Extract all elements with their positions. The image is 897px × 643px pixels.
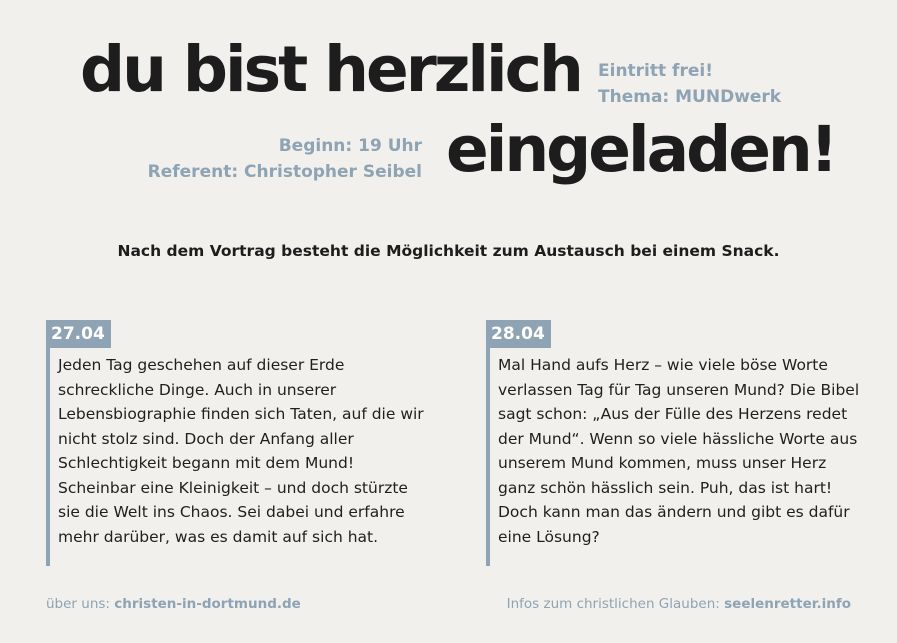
event-card-2 [486, 320, 870, 566]
speaker-info: Referent: Christopher Seibel [147, 162, 422, 182]
event-card-1 [46, 320, 430, 566]
footer-faith-link[interactable]: seelenretter.info [724, 596, 851, 612]
event-description: Mal Hand aufs Herz – wie viele böse Worte verlassen Tag für Tag unseren Mund? Die Bibel sagt schon: „Aus der Fülle des Herzens redet der Mund“. Wenn so viele hässliche Worte aus unserem Mund kommen, muss unser Herz ganz schön hässlich sein. Puh, das ist hart! Doch kann man das ändern und gibt es dafür eine Lösung? [498, 356, 860, 546]
event-date-badge: 28.04 [486, 320, 551, 348]
event-description: Jeden Tag geschehen auf dieser Erde schreckliche Dinge. Auch in unserer Lebensbiographie finden sich Taten, auf die wir nicht stolz sind. Doch der Anfang aller Schlechtigkeit begann mit dem Mund! Scheinbar eine Kleinigkeit – und doch stürzte sie die Welt ins Chaos. Sei dabei und erfahre mehr darüber, was es damit auf sich hat. [58, 356, 424, 546]
footer-about-link[interactable]: christen-in-dortmund.de [114, 596, 301, 612]
start-time: Beginn: 19 Uhr [278, 136, 422, 156]
footer-faith-info [507, 596, 851, 612]
footer-about [46, 596, 301, 612]
entry-info: Eintritt frei! [598, 61, 713, 81]
event-info-left [148, 133, 422, 185]
footer-faith-label: Infos zum christlichen Glauben: [506, 596, 725, 612]
subline: Nach dem Vortrag besteht die Möglichkeit zum Austausch bei einem Snack. [117, 242, 780, 260]
theme-info: Thema: MUNDwerk [598, 87, 782, 107]
event-date-badge: 27.04 [46, 320, 111, 348]
event-info-right [598, 58, 781, 110]
footer-about-label: über uns: [46, 596, 115, 612]
headline-line-1: du bist herzlich [80, 33, 581, 106]
headline-line-2: eingeladen! [446, 113, 836, 186]
